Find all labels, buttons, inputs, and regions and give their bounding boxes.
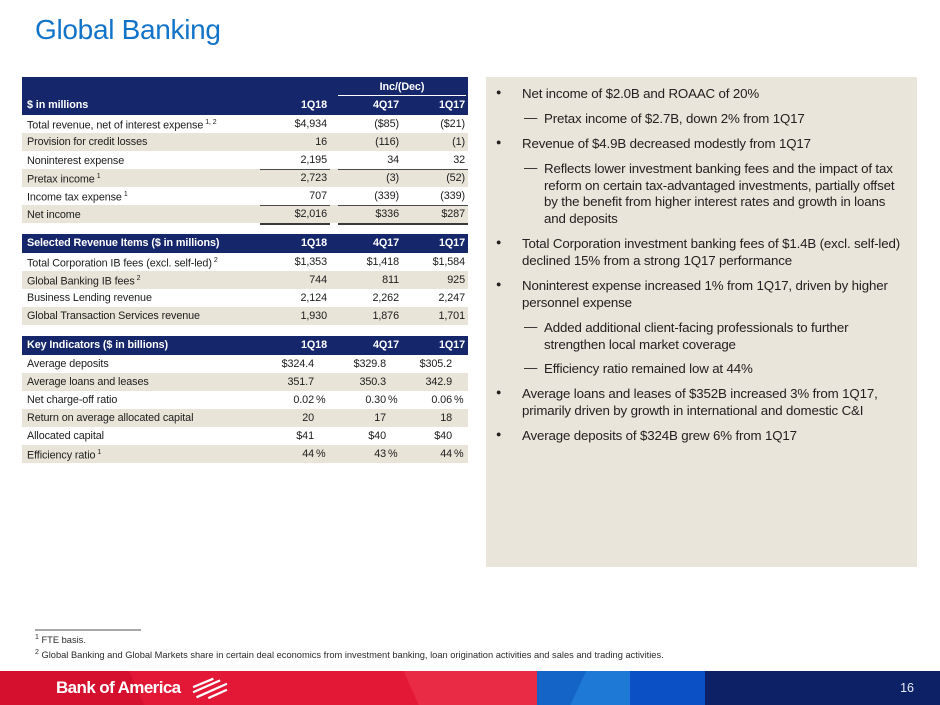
table-row bbox=[22, 445, 468, 463]
value-cell: (339) bbox=[338, 187, 402, 206]
financial-table-2 bbox=[22, 234, 468, 325]
value-cell: 744 bbox=[309, 274, 327, 286]
row-label: Net charge-off ratio bbox=[27, 394, 118, 406]
col-header: 4Q17 bbox=[372, 339, 399, 351]
bullet-item bbox=[486, 236, 907, 270]
tables-column bbox=[22, 77, 468, 463]
bullet-dot-icon: ● bbox=[496, 237, 502, 248]
column-gap bbox=[330, 151, 338, 170]
table-row bbox=[22, 115, 468, 133]
value-cell: 811 bbox=[382, 274, 399, 286]
bullet-text: Added additional client-facing professionals to further strengthen local market coverage bbox=[544, 319, 849, 352]
table-header bbox=[22, 336, 468, 355]
row-label: Average loans and leases bbox=[27, 376, 149, 388]
sub-bullet-item bbox=[486, 161, 907, 229]
footer-blue-mid-segment bbox=[630, 671, 705, 705]
table-header bbox=[22, 234, 468, 253]
col-header: 1Q17 bbox=[438, 339, 465, 351]
value-cell: 34 bbox=[338, 151, 402, 170]
value-cell: (3) bbox=[386, 172, 399, 184]
bullet-dot-icon: ● bbox=[496, 136, 502, 147]
footer-red-segment bbox=[0, 671, 537, 705]
bullet-item bbox=[486, 136, 907, 153]
bullet-item bbox=[486, 278, 907, 312]
value-cell: $40 bbox=[368, 430, 386, 442]
table-header-row bbox=[22, 336, 468, 355]
bullet-item bbox=[486, 386, 907, 420]
value-cell: 18 bbox=[440, 412, 452, 424]
bullet-text: Average loans and leases of $352B increased 3% from 1Q17, primarily driven by growth in international and domestic C&I bbox=[522, 386, 878, 419]
value-cell: 350.3 bbox=[359, 376, 386, 388]
table-row bbox=[22, 133, 468, 151]
footer-navy-segment bbox=[705, 671, 940, 705]
footer-band bbox=[0, 671, 940, 705]
bullet-text: Reflects lower investment banking fees and the impact of tax reform on certain tax-advantaged investments, partially offset by the benefit from higher interest rates and growth in loans and deposits bbox=[544, 160, 895, 227]
bullet-text: Efficiency ratio remained low at 44% bbox=[544, 361, 753, 377]
dash-marker-icon: — bbox=[524, 109, 538, 125]
value-cell: 707 bbox=[260, 187, 330, 206]
col-header: 1Q17 bbox=[438, 99, 465, 111]
value-cell: $1,584 bbox=[432, 256, 465, 268]
financial-table-3 bbox=[22, 336, 468, 463]
value-cell: $336 bbox=[338, 205, 402, 225]
table-row bbox=[22, 151, 468, 169]
column-gap bbox=[330, 169, 338, 187]
value-cell: ($85) bbox=[374, 118, 399, 130]
dash-marker-icon: — bbox=[524, 318, 538, 334]
value-cell: 2,247 bbox=[438, 292, 465, 304]
financial-table-1 bbox=[22, 77, 468, 223]
sub-bullet-item bbox=[486, 111, 907, 128]
row-label: Global Banking IB fees $^2$ bbox=[27, 274, 141, 288]
bullet-dot-icon: ● bbox=[496, 429, 502, 439]
column-gap bbox=[330, 445, 338, 463]
value-cell: $1,353 bbox=[294, 256, 327, 268]
bullet-dot-icon: ● bbox=[496, 387, 502, 398]
table-row bbox=[22, 169, 468, 187]
row-label: Total revenue, net of interest expense $^{1, 2}$ bbox=[27, 118, 217, 132]
bofa-flag-icon bbox=[190, 677, 230, 699]
value-cell: $1,418 bbox=[366, 256, 399, 268]
row-label: Pretax income $^1$ bbox=[27, 172, 101, 186]
value-cell: $4,934 bbox=[294, 118, 327, 130]
row-label: Return on average allocated capital bbox=[27, 412, 194, 424]
col-header: 4Q17 bbox=[372, 237, 399, 249]
unit-label: % bbox=[316, 394, 326, 406]
value-cell: (1) bbox=[452, 136, 465, 148]
table-header bbox=[22, 77, 468, 115]
bullet-text: Net income of $2.0B and ROAAC of 20% bbox=[522, 86, 760, 101]
row-label: Net income bbox=[27, 209, 81, 221]
column-gap bbox=[330, 307, 338, 325]
col-header: 1Q18 bbox=[300, 339, 327, 351]
table-rows bbox=[22, 355, 468, 463]
footnote: $^1$ FTE basis. bbox=[35, 634, 86, 646]
header-gap bbox=[330, 234, 338, 253]
column-gap bbox=[330, 391, 338, 409]
row-label: Average deposits bbox=[27, 358, 109, 370]
value-cell: 2,262 bbox=[372, 292, 399, 304]
bullet-item bbox=[486, 428, 907, 445]
table-row bbox=[22, 355, 468, 373]
column-gap bbox=[330, 289, 338, 307]
header-gap bbox=[330, 336, 338, 355]
page-title: Global Banking bbox=[35, 14, 221, 45]
value-cell: 20 bbox=[302, 412, 314, 424]
table-row bbox=[22, 427, 468, 445]
row-label: Business Lending revenue bbox=[27, 292, 152, 304]
table-title-cell: $ in millions bbox=[27, 99, 89, 111]
unit-label: % bbox=[454, 394, 464, 406]
value-cell: (116) bbox=[375, 136, 399, 148]
table-row bbox=[22, 289, 468, 307]
value-cell: $41 bbox=[296, 430, 314, 442]
table-title-cell: Key Indicators ($ in billions) bbox=[27, 339, 168, 351]
value-cell: $324.4 bbox=[281, 358, 314, 370]
table-row bbox=[22, 373, 468, 391]
logo-text: Bank of America bbox=[56, 678, 181, 697]
footnote-divider bbox=[35, 629, 141, 631]
unit-label: % bbox=[454, 448, 464, 460]
page-number: 16 bbox=[900, 681, 914, 695]
value-cell: $40 bbox=[434, 430, 452, 442]
sub-bullet-item bbox=[486, 361, 907, 378]
column-gap bbox=[330, 133, 338, 151]
value-cell: (339) bbox=[402, 187, 468, 206]
table-row bbox=[22, 187, 468, 205]
value-cell: 351.7 bbox=[287, 376, 314, 388]
value-cell: 44 % bbox=[260, 445, 330, 463]
sub-bullet-item bbox=[486, 320, 907, 354]
value-cell: $329.8 bbox=[353, 358, 386, 370]
table-header-row bbox=[22, 234, 468, 253]
value-cell: 342.9 bbox=[425, 376, 452, 388]
col-span-header: Inc/(Dec) bbox=[338, 78, 466, 96]
col-header: 1Q18 bbox=[300, 237, 327, 249]
value-cell: 1,876 bbox=[372, 310, 399, 322]
bullet-text: Pretax income of $2.7B, down 2% from 1Q17 bbox=[544, 110, 805, 126]
row-label: Provision for credit losses bbox=[27, 136, 148, 148]
row-label: Total Corporation IB fees (excl. self-led) $^2$ bbox=[27, 256, 218, 270]
column-gap bbox=[330, 427, 338, 445]
dash-marker-icon: — bbox=[524, 159, 538, 175]
header-gap bbox=[330, 96, 338, 115]
bullet-text: Total Corporation investment banking fees of $1.4B (excl. self-led) declined 15% from a strong 1Q17 performance bbox=[522, 236, 900, 268]
table-header-row bbox=[22, 96, 468, 115]
footnote: $^2$ Global Banking and Global Markets share in certain deal economics from investment banking, loan origination activities and sales and trading activities. bbox=[35, 649, 664, 661]
column-gap bbox=[330, 409, 338, 427]
table-row bbox=[22, 271, 468, 289]
value-cell: 0.06 % bbox=[402, 391, 468, 409]
dash-marker-icon: — bbox=[524, 360, 538, 376]
table-title-cell: Selected Revenue Items ($ in millions) bbox=[27, 237, 220, 249]
value-cell: 1,930 bbox=[300, 310, 327, 322]
bullet-text: Average deposits of $324B grew 6% from 1Q17 bbox=[522, 428, 797, 443]
value-cell: (52) bbox=[446, 172, 465, 184]
value-cell: $2,016 bbox=[260, 205, 330, 225]
value-cell: 925 bbox=[447, 274, 465, 286]
unit-label: % bbox=[388, 448, 398, 460]
col-header: 4Q17 bbox=[372, 99, 399, 111]
unit-label: % bbox=[316, 448, 326, 460]
col-header: 1Q18 bbox=[300, 99, 327, 111]
table-rows bbox=[22, 115, 468, 223]
value-cell: 2,723 bbox=[300, 172, 327, 184]
value-cell: 2,124 bbox=[300, 292, 327, 304]
footer-blue-light-segment bbox=[537, 671, 630, 705]
row-label: Noninterest expense bbox=[27, 154, 125, 167]
table-row bbox=[22, 253, 468, 271]
value-cell: 17 bbox=[374, 412, 386, 424]
column-gap bbox=[330, 373, 338, 391]
value-cell: 1,701 bbox=[438, 310, 465, 322]
value-cell: $287 bbox=[402, 205, 468, 225]
column-gap bbox=[330, 205, 338, 225]
commentary-panel bbox=[486, 77, 917, 567]
table-header-span-row bbox=[22, 77, 468, 96]
value-cell: 0.02 % bbox=[260, 391, 330, 409]
row-label: Income tax expense $^1$ bbox=[27, 191, 128, 204]
value-cell: 32 bbox=[402, 151, 468, 170]
column-gap bbox=[330, 355, 338, 373]
row-label: Global Transaction Services revenue bbox=[27, 310, 200, 322]
bank-of-america-logo bbox=[56, 677, 230, 699]
row-label: Efficiency ratio $^1$ bbox=[27, 448, 102, 462]
table-row bbox=[22, 409, 468, 427]
value-cell: 0.30 % bbox=[338, 391, 402, 409]
column-gap bbox=[330, 253, 338, 271]
value-cell: ($21) bbox=[440, 118, 465, 130]
value-cell: 16 bbox=[315, 136, 327, 148]
value-cell: 44 % bbox=[402, 445, 468, 463]
column-gap bbox=[330, 115, 338, 133]
table-row bbox=[22, 307, 468, 325]
value-cell: 43 % bbox=[338, 445, 402, 463]
col-header: 1Q17 bbox=[438, 237, 465, 249]
column-gap bbox=[330, 271, 338, 289]
unit-label: % bbox=[388, 394, 398, 406]
bullet-dot-icon: ● bbox=[496, 87, 502, 97]
value-cell: $305.2 bbox=[419, 358, 452, 370]
value-cell: 2,195 bbox=[260, 151, 330, 170]
table-row bbox=[22, 205, 468, 223]
bullet-text: Noninterest expense increased 1% from 1Q17, driven by higher personnel expense bbox=[522, 277, 888, 310]
table-row bbox=[22, 391, 468, 409]
footnotes bbox=[35, 633, 915, 663]
bullet-item bbox=[486, 86, 907, 103]
bullet-dot-icon: ● bbox=[496, 278, 502, 289]
column-gap bbox=[330, 187, 338, 206]
table-rows bbox=[22, 253, 468, 325]
row-label: Allocated capital bbox=[27, 430, 104, 442]
bullet-text: Revenue of $4.9B decreased modestly from 1Q17 bbox=[522, 135, 811, 151]
